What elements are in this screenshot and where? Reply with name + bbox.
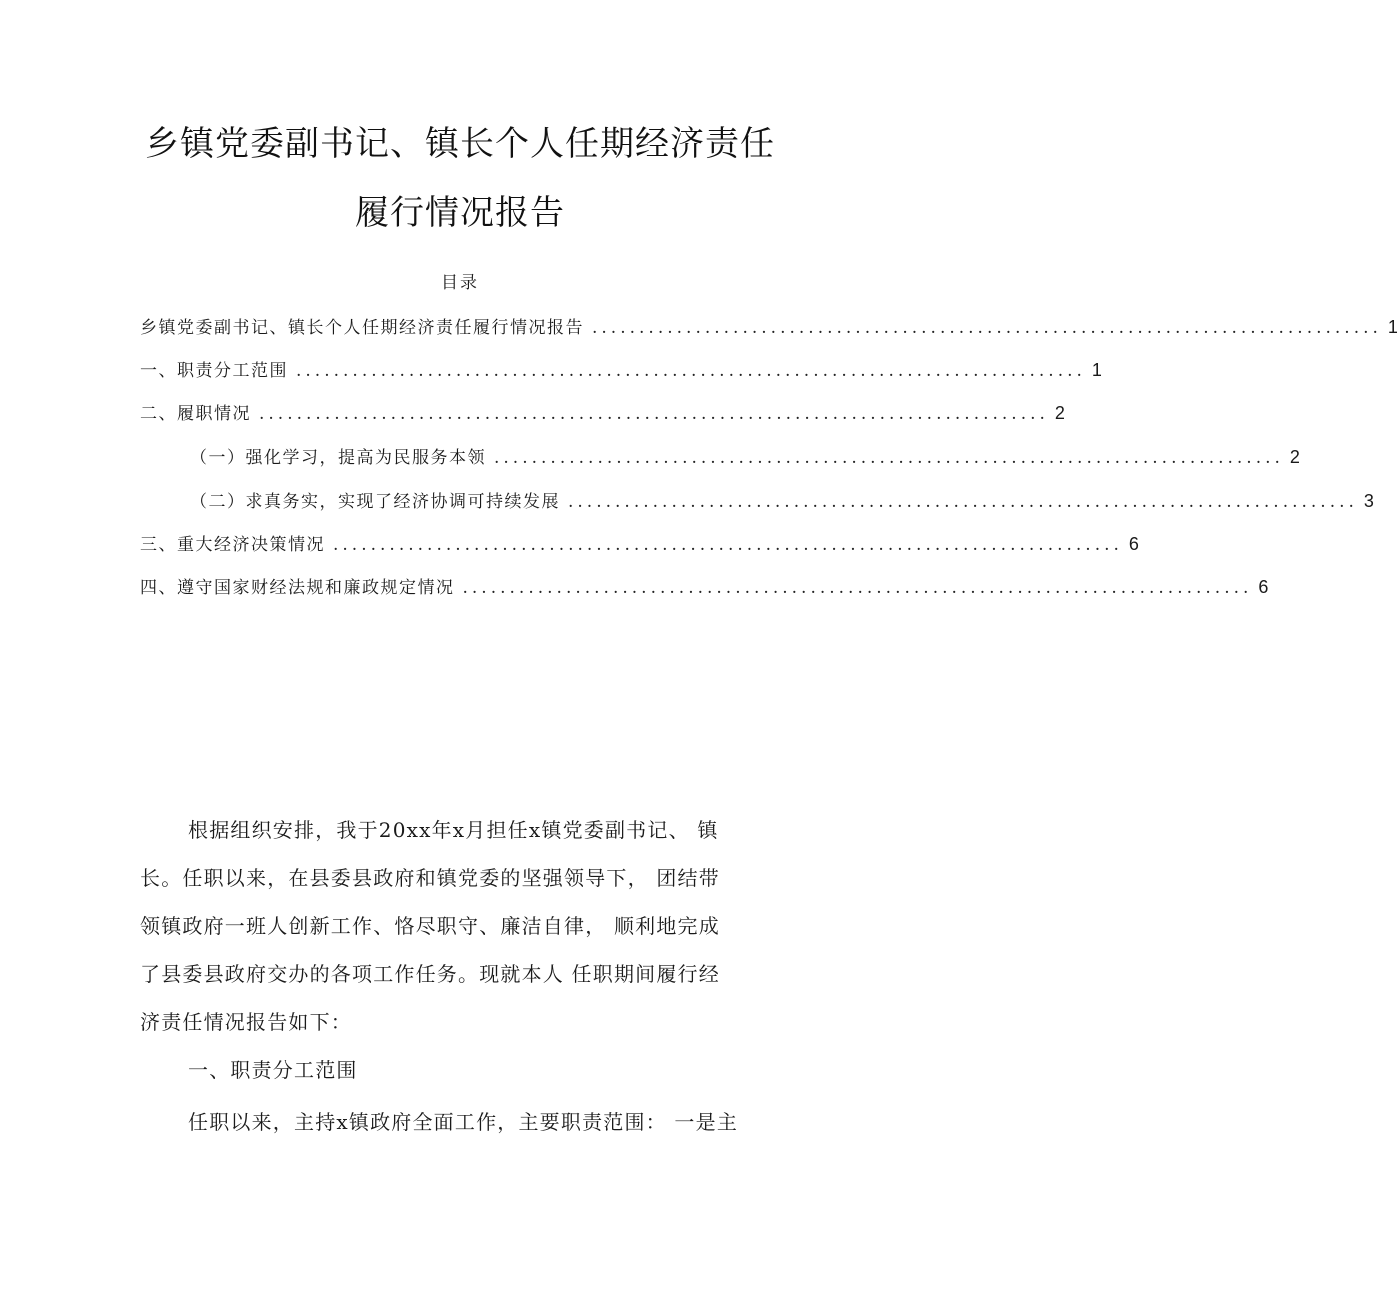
toc-entry[interactable]: [140, 313, 1398, 339]
toc-entry-label: 一、职责分工范围: [140, 361, 288, 381]
toc-entry-label: 二、履职情况: [140, 404, 251, 424]
toc-entry-label: 四、遵守国家财经法规和廉政规定情况: [140, 578, 455, 598]
toc-entry-label: 三、重大经济决策情况: [140, 535, 325, 555]
paragraph-line: 长。任职以来，在县委县政府和镇党委的坚强领导下， 团结带: [140, 866, 720, 890]
toc-entry[interactable]: [190, 487, 1374, 513]
paragraph-line: 根据组织安排，我于20xx年x月担任x镇党委副书记、 镇: [188, 818, 719, 842]
toc-entry-page: 6: [1258, 577, 1269, 597]
toc-entry-page: 1: [1091, 360, 1102, 380]
toc-entry-page: 3: [1363, 491, 1374, 511]
toc-entry[interactable]: [140, 530, 1139, 556]
toc-leader-dots: ....................................................................................: [462, 578, 1253, 598]
document-title-line2: 履行情况报告: [355, 193, 565, 233]
toc-entry-page: 6: [1128, 534, 1139, 554]
toc-entry-page: 1: [1387, 317, 1398, 337]
toc-entry-label: （一）强化学习，提高为民服务本领: [190, 448, 486, 468]
document-title-line1: 乡镇党委副书记、镇长个人任期经济责任: [145, 124, 775, 164]
paragraph-line: 领镇政府一班人创新工作、恪尽职守、廉洁自律， 顺利地完成: [140, 914, 720, 938]
paragraph-line: 了县委县政府交办的各项工作任务。现就本人 任职期间履行经: [140, 962, 720, 986]
toc-leader-dots: ....................................................................................: [592, 318, 1382, 338]
toc-entry-page: 2: [1054, 403, 1065, 423]
paragraph-line: 任职以来，主持x镇政府全面工作，主要职责范围： 一是主: [188, 1110, 739, 1134]
toc-entry-label: （二）求真务实，实现了经济协调可持续发展: [190, 492, 560, 512]
toc-leader-dots: ....................................................................................: [296, 361, 1086, 381]
toc-leader-dots: ....................................................................................: [568, 492, 1358, 512]
toc-entry[interactable]: [140, 399, 1065, 425]
intro-paragraph: [140, 806, 790, 1046]
section1-paragraph: [140, 1098, 790, 1146]
toc-leader-dots: ....................................................................................: [333, 535, 1123, 555]
section-heading: [140, 1046, 790, 1094]
toc-entry-label: 乡镇党委副书记、镇长个人任期经济责任履行情况报告: [140, 318, 584, 338]
paragraph-line: 济责任情况报告如下：: [140, 1010, 352, 1034]
toc-entry[interactable]: [140, 356, 1102, 382]
toc-entry-page: 2: [1289, 447, 1300, 467]
section1-heading: 一、职责分工范围: [188, 1058, 358, 1082]
toc-heading: 目录: [441, 273, 479, 293]
toc-leader-dots: ....................................................................................: [494, 448, 1284, 468]
toc-entry[interactable]: [190, 443, 1300, 469]
toc-entry[interactable]: [140, 573, 1269, 599]
toc-leader-dots: ....................................................................................: [259, 404, 1049, 424]
